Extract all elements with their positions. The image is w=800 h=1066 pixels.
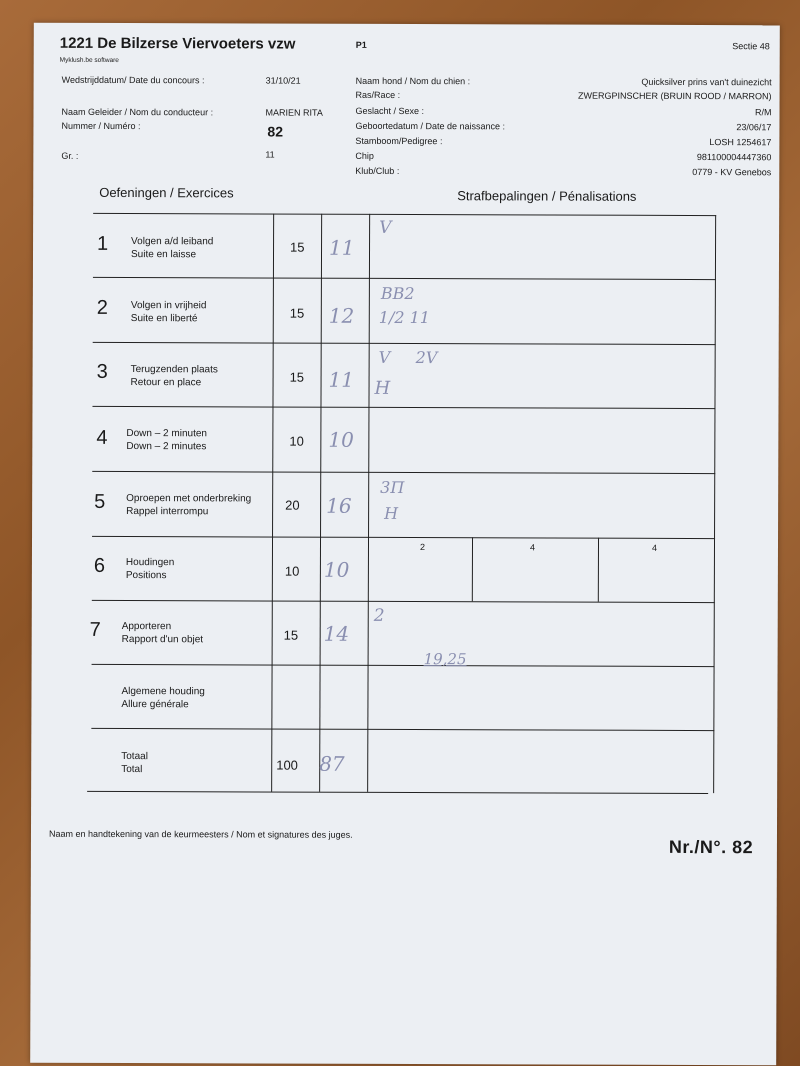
score-sheet xyxy=(30,23,780,1066)
class-label: P1 xyxy=(355,39,367,50)
handwritten-score: 10 xyxy=(328,427,354,452)
table-top-border xyxy=(93,213,716,216)
handwritten-note: V xyxy=(379,217,392,238)
exercise-number: 2 xyxy=(96,296,108,319)
col-divider-notes xyxy=(367,214,370,792)
table-right-border xyxy=(713,215,716,793)
club-label: Klub/Club : xyxy=(355,165,400,176)
col-divider-score xyxy=(319,214,322,792)
date-value: 31/10/21 xyxy=(265,75,301,86)
handwritten-note: BB2 xyxy=(380,283,415,304)
row-divider xyxy=(93,342,716,345)
max-points: 15 xyxy=(283,627,299,643)
max-points: 10 xyxy=(289,433,304,449)
birthdate-value: 23/06/17 xyxy=(736,122,772,133)
positions-subcol-divider xyxy=(472,537,473,601)
group-value: 11 xyxy=(265,149,275,160)
exercise-name-nl: Down – 2 minuten xyxy=(126,428,208,440)
row-divider xyxy=(92,600,715,603)
total-fr: Total xyxy=(121,764,143,776)
exercise-name-fr: Suite en liberté xyxy=(130,313,198,325)
exercise-name-fr: Positions xyxy=(125,570,167,582)
number-label: Nummer / Numéro : xyxy=(61,120,141,132)
max-points: 20 xyxy=(285,497,300,513)
pedigree-label: Stamboom/Pedigree : xyxy=(355,135,443,147)
row-divider xyxy=(91,728,714,731)
entry-number: Nr./N°. 82 xyxy=(668,836,754,858)
sex-label: Geslacht / Sexe : xyxy=(355,105,425,117)
max-points: 15 xyxy=(289,369,305,385)
general-conduct-nl: Algemene houding xyxy=(121,686,205,698)
handwritten-note: 1/2 11 xyxy=(378,307,431,328)
positions-subcol-1: 2 xyxy=(419,542,426,553)
handwritten-total: 87 xyxy=(319,751,345,776)
birthdate-label: Geboortedatum / Date de naissance : xyxy=(355,120,506,132)
exercise-number: 4 xyxy=(96,426,108,449)
row-divider xyxy=(92,664,715,667)
general-conduct-fr: Allure générale xyxy=(121,699,189,711)
positions-subcol-2: 4 xyxy=(529,542,536,553)
handler-value: MARIEN RITA xyxy=(265,107,323,118)
exercise-name-fr: Rapport d'un objet xyxy=(121,634,204,646)
handwritten-note: H xyxy=(374,377,391,399)
club-name: 1221 De Bilzerse Viervoeters vzw xyxy=(59,34,296,53)
row-divider xyxy=(93,277,716,280)
handwritten-score: 16 xyxy=(326,493,352,518)
exercise-number: 3 xyxy=(96,360,108,383)
handwritten-score: 11 xyxy=(328,367,355,392)
col-divider-max xyxy=(271,214,274,792)
club-value: 0779 - KV Genebos xyxy=(692,167,772,178)
exercise-name-fr: Down – 2 minutes xyxy=(126,441,207,453)
penalties-heading: Strafbepalingen / Pénalisations xyxy=(457,188,637,204)
section-label: Sectie 48 xyxy=(732,41,770,52)
exercise-number: 1 xyxy=(97,232,109,255)
exercise-name-nl: Terugzenden plaats xyxy=(130,364,218,376)
dog-name-value: Quicksilver prins van't duinezicht xyxy=(641,76,772,88)
date-label: Wedstrijddatum/ Date du concours : xyxy=(61,74,205,86)
breed-value: ZWERGPINSCHER (BRUIN ROOD / MARRON) xyxy=(578,90,772,102)
handwritten-score: 11 xyxy=(328,235,355,260)
handwritten-note: 2 xyxy=(373,605,385,626)
row-divider xyxy=(92,471,715,474)
exercise-name-nl: Volgen in vrijheid xyxy=(130,300,207,312)
exercise-name-nl: Oproepen met onderbreking xyxy=(126,493,252,505)
exercise-number: 7 xyxy=(89,618,101,641)
group-label: Gr. : xyxy=(61,150,79,161)
handwritten-note: H xyxy=(384,503,399,523)
chip-label: Chip xyxy=(355,150,374,161)
dog-name-label: Naam hond / Nom du chien : xyxy=(355,75,471,87)
row-divider xyxy=(92,406,715,409)
handwritten-note: 19,25 xyxy=(423,650,467,669)
judges-signature-label: Naam en handtekening van de keurmeesters / Nom et signatures des juges. xyxy=(48,828,353,840)
exercise-name-fr: Suite en laisse xyxy=(130,249,197,261)
table-bottom-border xyxy=(87,791,708,794)
handwritten-score: 14 xyxy=(323,621,350,646)
breed-label: Ras/Race : xyxy=(355,89,401,100)
max-points: 15 xyxy=(290,239,305,255)
sex-value: R/M xyxy=(754,107,772,118)
exercise-name-nl: Volgen a/d leiband xyxy=(131,236,214,248)
software-credit: Myklush.be software xyxy=(59,56,119,64)
total-max-points: 100 xyxy=(276,757,298,773)
exercise-number: 5 xyxy=(94,490,106,513)
chip-value: 981100004447360 xyxy=(696,152,772,163)
exercises-heading: Oefeningen / Exercices xyxy=(99,184,234,201)
handwritten-note: V 2V xyxy=(378,347,438,368)
handwritten-score: 12 xyxy=(328,303,355,328)
max-points: 15 xyxy=(289,305,305,321)
exercise-name-nl: Houdingen xyxy=(125,557,175,569)
max-points: 10 xyxy=(284,563,300,579)
pedigree-value: LOSH 1254617 xyxy=(709,137,772,148)
handwritten-score: 10 xyxy=(323,557,350,582)
row-divider xyxy=(92,536,715,539)
exercise-number: 6 xyxy=(93,554,106,577)
exercise-name-fr: Retour en place xyxy=(130,377,202,389)
positions-subcol-3: 4 xyxy=(651,542,658,553)
handwritten-note: 3П xyxy=(380,477,405,497)
positions-subcol-divider xyxy=(598,538,599,602)
exercise-name-nl: Apporteren xyxy=(121,621,172,633)
exercise-name-fr: Rappel interrompu xyxy=(126,506,209,518)
handler-label: Naam Geleider / Nom du conducteur : xyxy=(61,106,214,118)
number-value: 82 xyxy=(267,123,284,140)
total-nl: Totaal xyxy=(121,751,148,763)
